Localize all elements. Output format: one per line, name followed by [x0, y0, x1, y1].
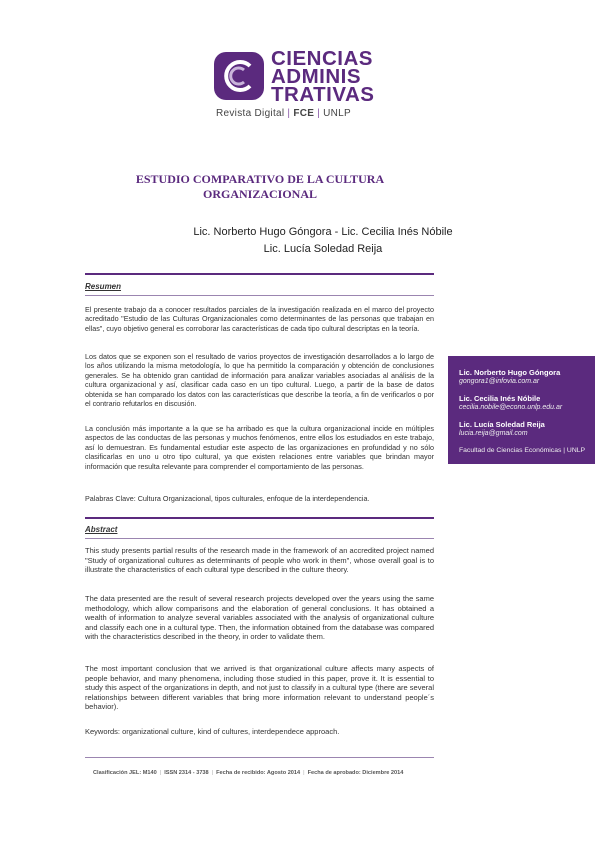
- resumen-paragraph: El presente trabajo da a conocer resultados parciales de la investigación realizada en el marco del proyecto acreditado "Estudio de las Culturas Organizacionales como determinantes de las personas que trabajan en ellas", cuyo objetivo general es corroborar las características de cada tipo cultural descriptas en la teoría.: [85, 305, 434, 333]
- author-name: Lic. Lucía Soledad Reija: [459, 420, 545, 429]
- journal-subtitle: Revista Digital | FCE | UNLP: [216, 108, 352, 119]
- author-affiliation: Facultad de Ciencias Económicas | UNLP: [459, 447, 586, 454]
- article-title: ESTUDIO COMPARATIVO DE LA CULTURA ORGANIZACIONAL: [135, 172, 385, 201]
- journal-logo: [214, 47, 375, 122]
- section-divider: [85, 538, 434, 539]
- abstract-keywords: Keywords: organizational culture, kind of cultures, interdependece approach.: [85, 727, 340, 736]
- article-authors: Lic. Norberto Hugo Góngora - Lic. Cecilia Inés Nóbile Lic. Lucía Soledad Reija: [193, 226, 453, 255]
- abstract-paragraph: This study presents partial results of the research made in the framework of an accredited project named "Study of organizational cultures as determinants of people who work in them", whose overall goal is to illustrate the characteristics of each cultural type described in the culture theory.: [85, 546, 434, 575]
- author-email[interactable]: cecilia.nobile@econo.unlp.edu.ar: [459, 404, 563, 411]
- resumen-heading: Resumen: [85, 282, 122, 291]
- author-name: Lic. Norberto Hugo Góngora: [459, 368, 561, 377]
- resumen-paragraph: La conclusión más importante a la que se ha arribado es que la cultura organizacional incide en múltiples aspectos de las conductas de las personas y muchos fenómenos, entre ellos los estudiados en este trabajo, así lo demuestran. Es fundamental estudiar este aspecto de las organizaciones en profundidad y no sólo clasificarlas en uno u otro tipo cultural, ya que existen relaciones entre variables que brindan mayor información que resulta relevante para comprender el comportamiento de las personas.: [85, 424, 434, 471]
- journal-name: CIENCIAS ADMINIS TRATIVAS: [271, 47, 375, 106]
- abstract-paragraph: The most important conclusion that we arrived is that organizational culture affects many aspects of people behavior, and many phenomena, including those studied in this paper, prove it. It is essential to study this aspect of the organizations in depth, and not just to classify in a cultural type (there are several relationships between different variables that bring more information relevant to understand people´s behavior).: [85, 664, 434, 712]
- abstract-paragraph: The data presented are the result of several research projects developed over the years using the same methodology, which allow comparisons and the elaboration of general conclusions. It has obtained a wealth of information to analyze several variables associated with the analysis of organizational culture and classify each one in a cultural type. Then, the information obtained from the database was compared with the characteristics described in the theory, in order to validate them.: [85, 594, 434, 642]
- journal-logo-icon: [214, 52, 264, 100]
- author-email[interactable]: gongora1@infovia.com.ar: [459, 378, 540, 385]
- section-divider: [85, 273, 434, 275]
- abstract-heading: Abstract: [85, 525, 118, 534]
- section-divider: [85, 757, 434, 758]
- author-contact-box: [448, 356, 595, 464]
- section-divider: [85, 517, 434, 519]
- resumen-keywords: Palabras Clave: Cultura Organizacional, tipos culturales, enfoque de la interdependencia.: [85, 494, 370, 503]
- article-metadata-footer: Clasificación JEL: M140 | ISSN 2314 - 3738 | Fecha de recibido: Agosto 2014 | Fecha de aprobado: Diciembre 2014: [93, 770, 404, 776]
- author-email[interactable]: lucia.reija@gmail.com: [459, 430, 528, 437]
- section-divider: [85, 295, 434, 296]
- author-name: Lic. Cecilia Inés Nóbile: [459, 394, 541, 403]
- resumen-paragraph: Los datos que se exponen son el resultado de varios proyectos de investigación desarrollados a lo largo de los años utilizando la misma metodología, lo que ha permitido la comparación y obtención de conclusiones generales. Se ha obtenido gran cantidad de información para analizar variables asociadas al análisis de la cultura organizacional y así, clasificar cada caso en un tipo cultural. Luego, a partir de la base de datos obtenida se han comparado los datos con las características que describe la teoría, a fin de verificarlos o por el contrario refutarlos en discusión.: [85, 352, 434, 409]
